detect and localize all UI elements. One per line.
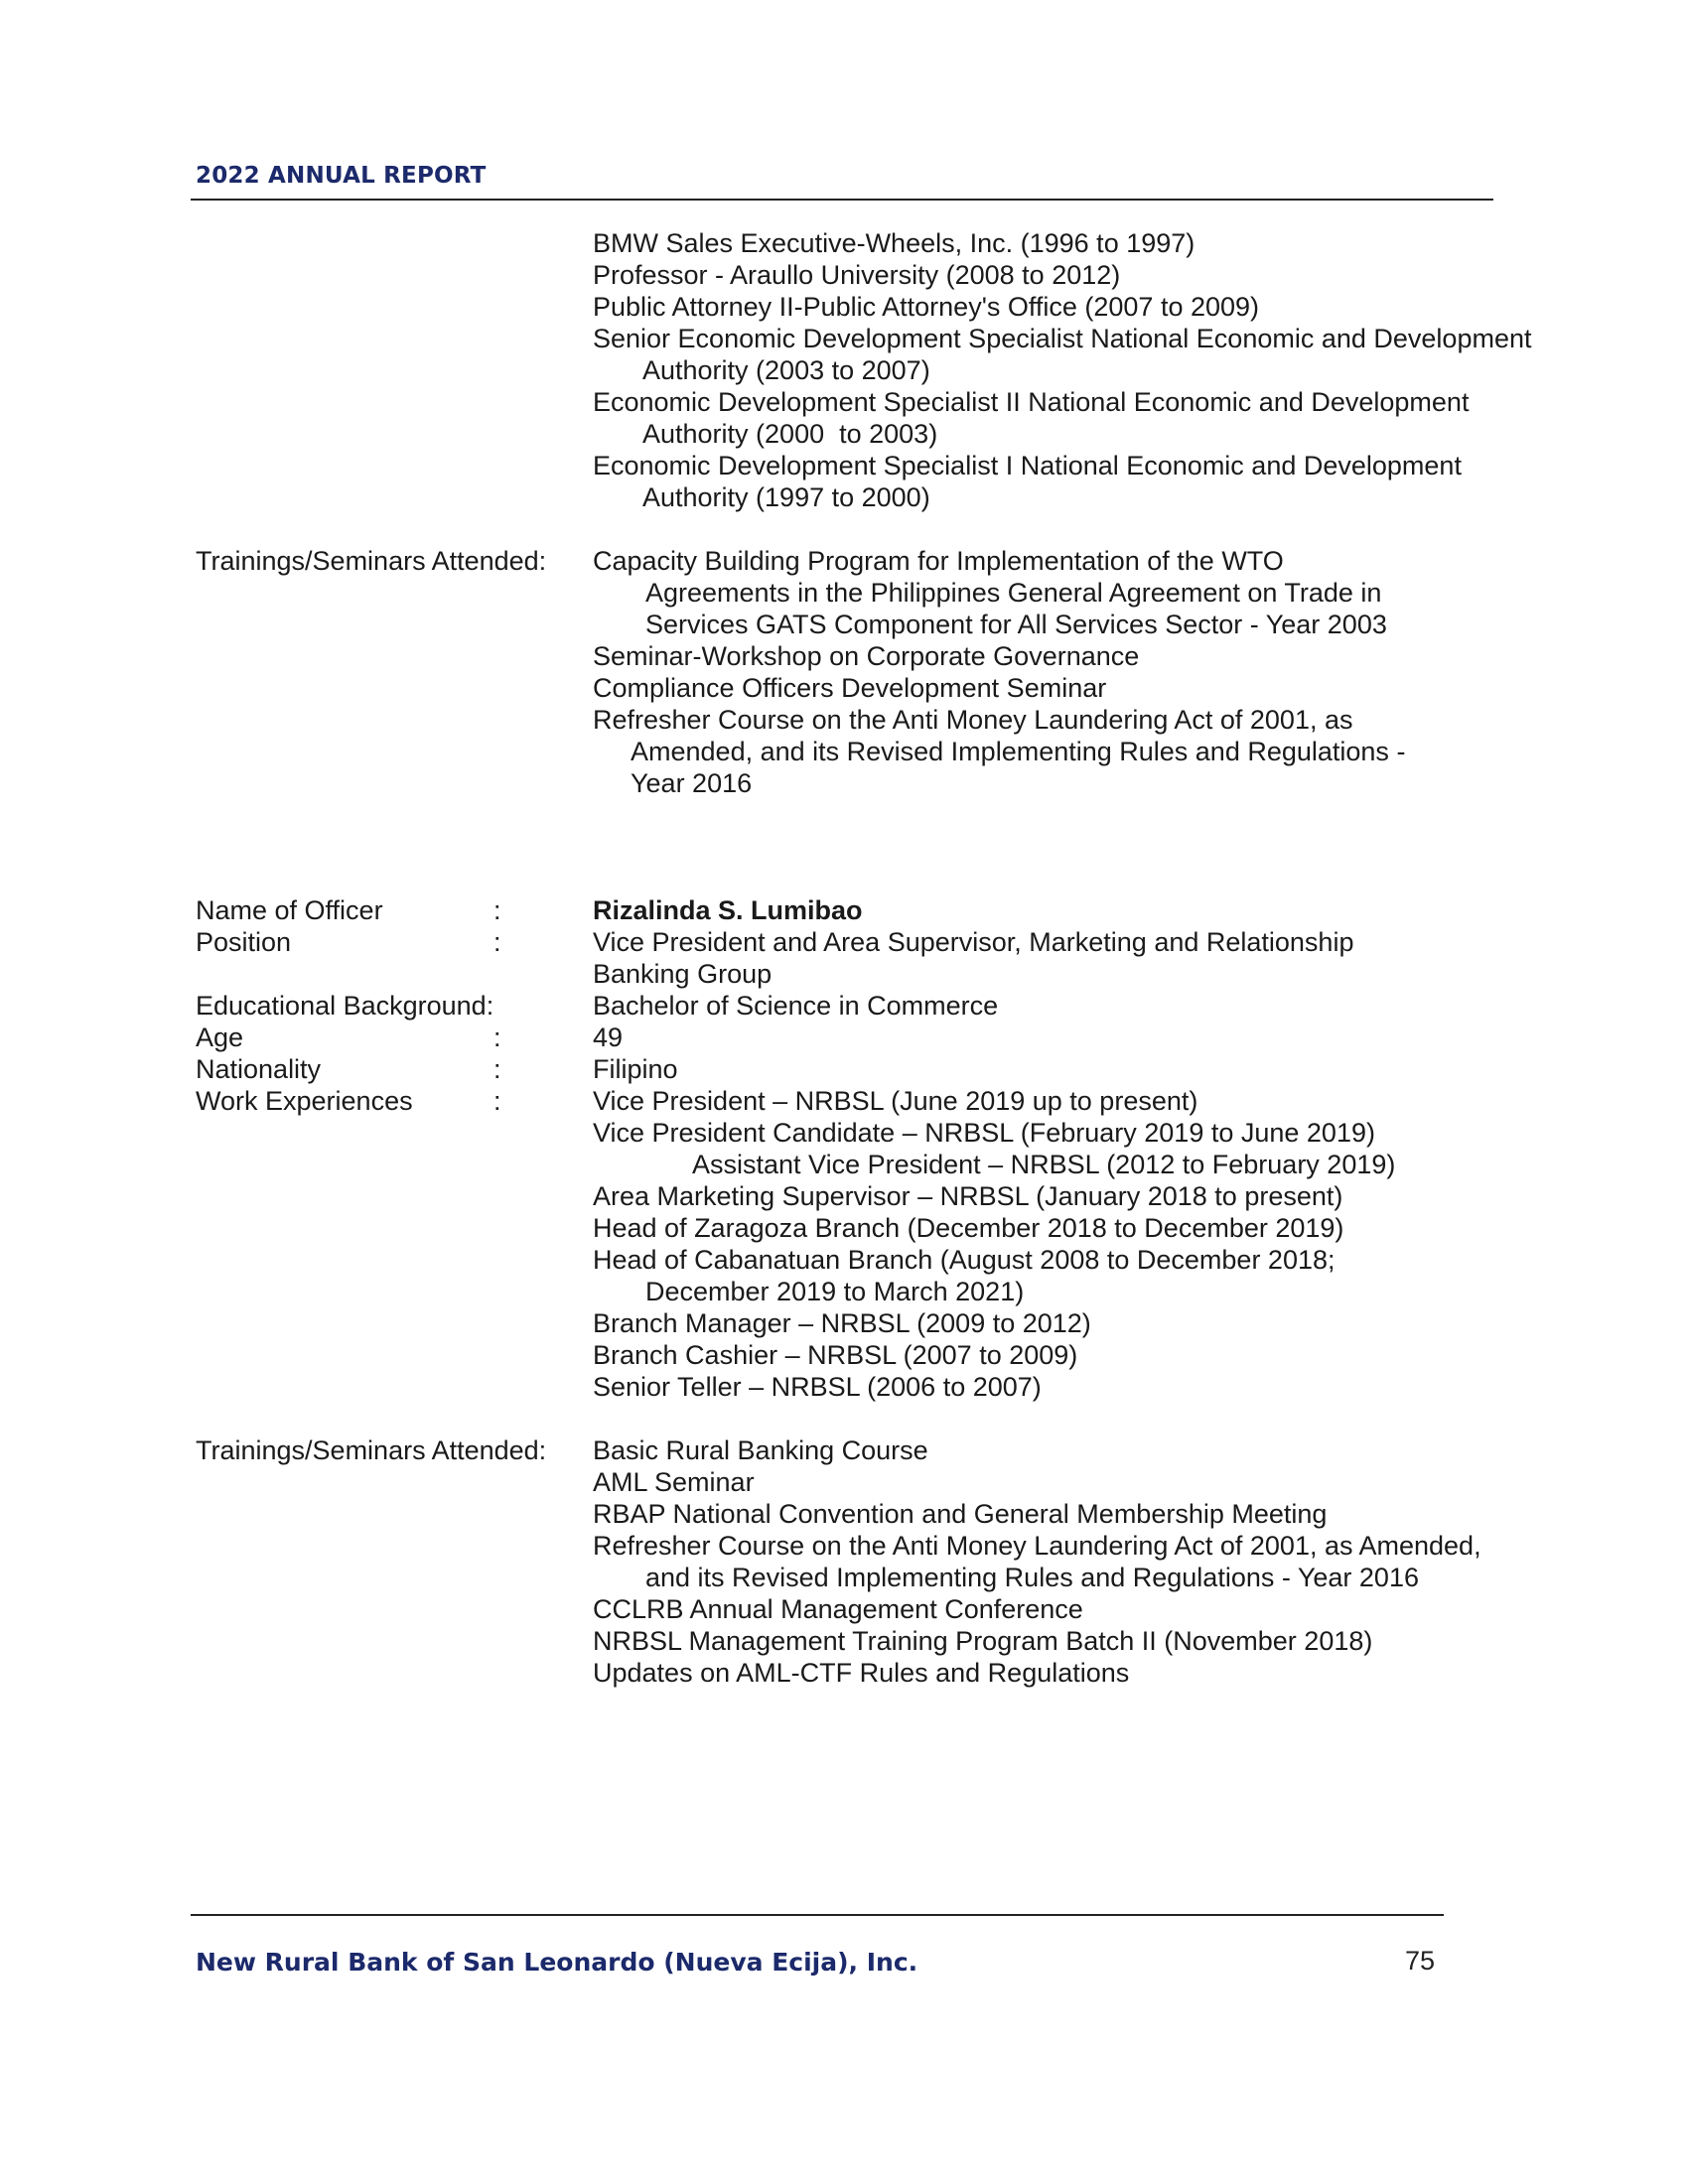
work-line: BMW Sales Executive-Wheels, Inc. (1996 to 1997) [593,228,1196,258]
colon-separator: : [493,1023,501,1052]
work-line-continuation: Authority (2000 to 2003) [642,419,938,449]
header-divider [191,199,1493,201]
training-line: Updates on AML-CTF Rules and Regulations [593,1658,1130,1688]
position-label: Position [196,927,292,957]
training-line: CCLRB Annual Management Conference [593,1594,1083,1624]
footer-bank-name: New Rural Bank of San Leonardo (Nueva Ecija), Inc. [196,1948,918,1977]
training-line: Seminar-Workshop on Corporate Governance [593,641,1140,671]
work-line: Economic Development Specialist II National Economic and Development [593,387,1470,417]
work-line-indented: Assistant Vice President – NRBSL (2012 to February 2019) [692,1150,1396,1179]
work-line: Area Marketing Supervisor – NRBSL (January 2018 to present) [593,1181,1343,1211]
work-line-continuation: Authority (2003 to 2007) [642,355,930,385]
page-number: 75 [1405,1946,1436,1976]
training-line: Capacity Building Program for Implementation of the WTO [593,546,1284,576]
training-line-continuation: Agreements in the Philippines General Agreement on Trade in [645,578,1382,608]
training-line: NRBSL Management Training Program Batch II (November 2018) [593,1626,1373,1656]
trainings-label: Trainings/Seminars Attended: [196,1435,547,1465]
colon-separator: : [493,1054,501,1084]
trainings-label: Trainings/Seminars Attended: [196,546,547,576]
training-line-continuation: Amended, and its Revised Implementing Rules and Regulations - [631,737,1406,766]
training-line-continuation: Year 2016 [631,768,753,798]
work-line: Head of Cabanatuan Branch (August 2008 to December 2018; [593,1245,1336,1275]
work-line: Head of Zaragoza Branch (December 2018 to December 2019) [593,1213,1344,1243]
work-line: Senior Economic Development Specialist National Economic and Development [593,324,1532,353]
page-header-title: 2022 ANNUAL REPORT [196,163,487,189]
work-line: Professor - Araullo University (2008 to 2012) [593,260,1121,290]
work-line: Vice President – NRBSL (June 2019 up to present) [593,1086,1198,1116]
training-line: Compliance Officers Development Seminar [593,673,1107,703]
training-line: Refresher Course on the Anti Money Laundering Act of 2001, as [593,705,1353,735]
work-line: Vice President Candidate – NRBSL (February 2019 to June 2019) [593,1118,1375,1148]
officer-name: Rizalinda S. Lumibao [593,895,863,925]
age-label: Age [196,1023,244,1052]
training-line: Refresher Course on the Anti Money Laundering Act of 2001, as Amended, [593,1531,1481,1561]
work-line: Senior Teller – NRBSL (2006 to 2007) [593,1372,1042,1402]
work-label: Work Experiences [196,1086,413,1116]
work-line-continuation: December 2019 to March 2021) [645,1277,1025,1306]
footer-divider [191,1914,1444,1916]
work-line: Branch Cashier – NRBSL (2007 to 2009) [593,1340,1078,1370]
position-value: Vice President and Area Supervisor, Marketing and Relationship [593,927,1354,957]
colon-separator: : [493,1086,501,1116]
training-line: AML Seminar [593,1467,755,1497]
work-line: Economic Development Specialist I National Economic and Development [593,451,1462,480]
nationality-label: Nationality [196,1054,322,1084]
training-line: RBAP National Convention and General Membership Meeting [593,1499,1328,1529]
colon-separator: : [493,927,501,957]
training-line-continuation: and its Revised Implementing Rules and Regulations - Year 2016 [645,1563,1419,1592]
name-label: Name of Officer [196,895,383,925]
work-line-continuation: Authority (1997 to 2000) [642,482,930,512]
training-line: Basic Rural Banking Course [593,1435,928,1465]
age-value: 49 [593,1023,624,1052]
position-value: Banking Group [593,959,773,989]
education-value: Bachelor of Science in Commerce [593,991,999,1021]
work-line: Public Attorney II-Public Attorney's Office (2007 to 2009) [593,292,1260,322]
education-label: Educational Background: [196,991,494,1021]
nationality-value: Filipino [593,1054,678,1084]
work-line: Branch Manager – NRBSL (2009 to 2012) [593,1308,1091,1338]
training-line-continuation: Services GATS Component for All Services Sector - Year 2003 [645,610,1387,639]
colon-separator: : [493,895,501,925]
